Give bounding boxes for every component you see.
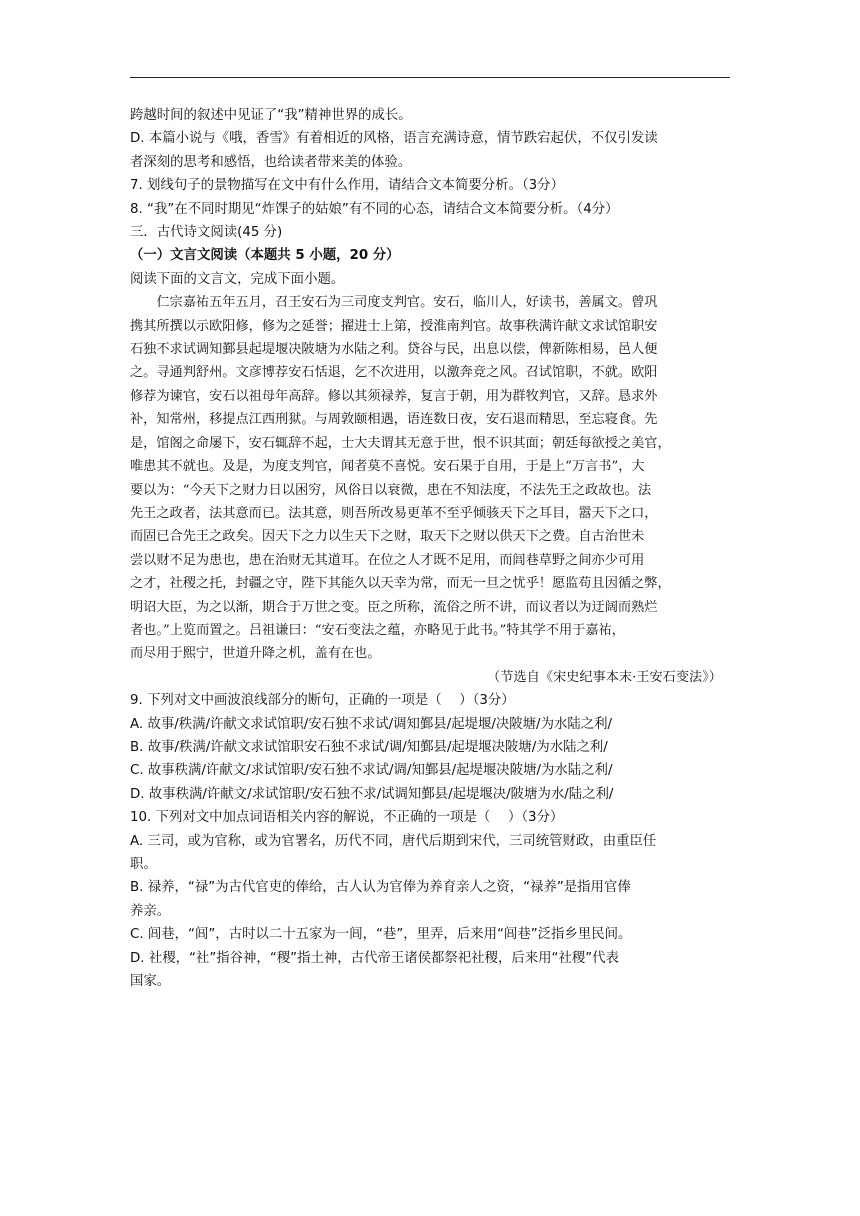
q10-a-line: A. 三司，或为官称，或为官署名，历代不同，唐代后期到宋代，三司统管财政，由重臣任 bbox=[130, 833, 657, 849]
q6-d-line: D. 本篇小说与《哦，香雪》有着相近的风格，语言充满诗意，情节跌宕起伏，不仅引发读 bbox=[130, 131, 658, 147]
section-heading: 三．古代诗文阅读(45 分) bbox=[130, 225, 283, 241]
q10-option-d bbox=[130, 947, 730, 994]
passage-line: 携其所撰以示欧阳修，修为之延誉；擢进士上第，授淮南判官。故事秩满许献文求试馆职安 bbox=[130, 318, 658, 334]
q9-options bbox=[130, 713, 730, 807]
passage-line: 补，知常州，移提点江西刑狱。与周敦颐相遇，语连数日夜，安石退而精思，至忘寝食。先 bbox=[130, 412, 658, 428]
passage-line: 之。寻通判舒州。文彦博荐安石恬退，乞不次进用，以激奔竞之风。召试馆职，不就。欧阳 bbox=[130, 365, 658, 381]
q10-b-line: 养亲。 bbox=[130, 903, 171, 919]
q9-option-c: C. 故事秩满/许献文/求试馆职/安石独不求试/调/知鄞县/起堤堰决陂塘/为水陆之利/ bbox=[130, 763, 613, 779]
passage-line: 修荐为谏官，安石以祖母年高辞。修以其须禄养，复言于朝，用为群牧判官，又辞。恳求外 bbox=[130, 388, 658, 404]
q9-option-b: B. 故事/秩满/许献文求试馆职安石独不求试/调/知鄞县/起堤堰决陂塘/为水陆之利/ bbox=[130, 739, 608, 755]
header-rule bbox=[130, 77, 730, 78]
q10-a-line: 职。 bbox=[130, 857, 157, 872]
passage-line: 而尽用于熙宁，世道升降之机，盖有在也。 bbox=[130, 646, 381, 662]
question-10: 10. 下列对文中加点词语相关内容的解说，不正确的一项是（ ）（3分） bbox=[130, 810, 564, 826]
q10-option-c: C. 闾巷，“闾”，古时以二十五家为一闾，“巷”，里弄，后来用“闾巷”泛指乡里民间。 bbox=[130, 927, 632, 943]
q6-tail: 跨越时间的叙述中见证了“我”精神世界的成长。 bbox=[130, 108, 412, 123]
passage-line: 先王之政者，法其意而已。法其意，则吾所改易更革不至乎倾骇天下之耳目，嚣天下之口， bbox=[130, 505, 658, 521]
passage-line: 明诏大臣，为之以渐，期合于万世之变。臣之所称，流俗之所不讲，而议者以为迂阔而熟烂 bbox=[130, 599, 658, 615]
q10-option-b bbox=[130, 876, 730, 923]
passage-line: 之才，社稷之托，封疆之守，陛下其能久以天幸为常，而无一旦之忧乎！愿监苟且因循之弊， bbox=[130, 576, 671, 592]
classical-passage bbox=[130, 291, 730, 689]
q6-d-line: 者深刻的思考和感悟，也给读者带来美的体验。 bbox=[130, 154, 412, 170]
question-9: 9. 下列对文中画波浪线部分的断句，正确的一项是（ ）（3分） bbox=[130, 693, 515, 709]
question-7: 7. 划线句子的景物描写在文中有什么作用，请结合文本简要分析。（3分） bbox=[130, 178, 564, 194]
q9-option-a: A. 故事/秩满/许献文求试馆职/安石独不求试/调知鄞县/起堤堰/决陂塘/为水陆之利/ bbox=[130, 716, 613, 732]
passage-line: 唯患其不就也。及是，为度支判官，闻者莫不喜悦。安石果于自用，于是上“万言书”，大 bbox=[130, 459, 645, 475]
q10-option-a bbox=[130, 830, 730, 877]
q6-option-d bbox=[130, 127, 730, 174]
passage-source: （节选自《宋史纪事本末·王安石变法》） bbox=[487, 669, 722, 685]
passage-line: 者也。”上览而置之。吕祖谦曰：“安石变法之蕴，亦略见于此书。”特其学不用于嘉祐， bbox=[130, 622, 625, 638]
passage-line: 是，馆阁之命屡下，安石辄辞不起，士大夫谓其无意于世，恨不识其面；朝廷每欲授之美官， bbox=[130, 435, 671, 451]
passage-line: 而固已合先王之政矣。因天下之力以生天下之财，取天下之财以供天下之费。自古治世未 bbox=[130, 529, 645, 545]
q9-option-d: D. 故事秩满/许献文/求试馆职/安石独不求/试调知鄞县/起堤堰决/陂塘为水/陆之利/ bbox=[130, 786, 614, 802]
subsection-heading: （一）文言文阅读（本题共 5 小题，20 分） bbox=[130, 248, 400, 264]
question-8: 8. “我”在不同时期见“炸馃子的姑娘”有不同的心态，请结合文本简要分析。（4分） bbox=[130, 201, 619, 217]
passage-line: 仁宗嘉祐五年五月，召王安石为三司度支判官。安石，临川人，好读书，善属文。曾巩 bbox=[130, 295, 658, 311]
q10-d-line: D. 社稷，“社”指谷神，“稷”指土神，古代帝王诸侯都祭祀社稷，后来用“社稷”代表 bbox=[130, 950, 619, 966]
passage-line: 要以为：“今天下之财力日以困穷，风俗日以衰微，患在不知法度，不法先王之政故也。法 bbox=[130, 482, 652, 498]
passage-line: 尝以财不足为患也，患在治财无其道耳。在位之人才既不足用，而闾巷草野之间亦少可用 bbox=[130, 552, 645, 568]
q10-b-line: B. 禄养，“禄”为古代官吏的俸给，古人认为官俸为养育亲人之资，“禄养”是指用官俸 bbox=[130, 880, 631, 896]
reading-instruction: 阅读下面的文言文，完成下面小题。 bbox=[130, 271, 345, 287]
passage-line: 石独不求试调知鄞县起堤堰决陂塘为水陆之利。贷谷与民，出息以偿，俾新陈相易，邑人便 bbox=[130, 342, 658, 358]
q10-d-line: 国家。 bbox=[130, 974, 171, 990]
exam-page bbox=[130, 104, 730, 993]
